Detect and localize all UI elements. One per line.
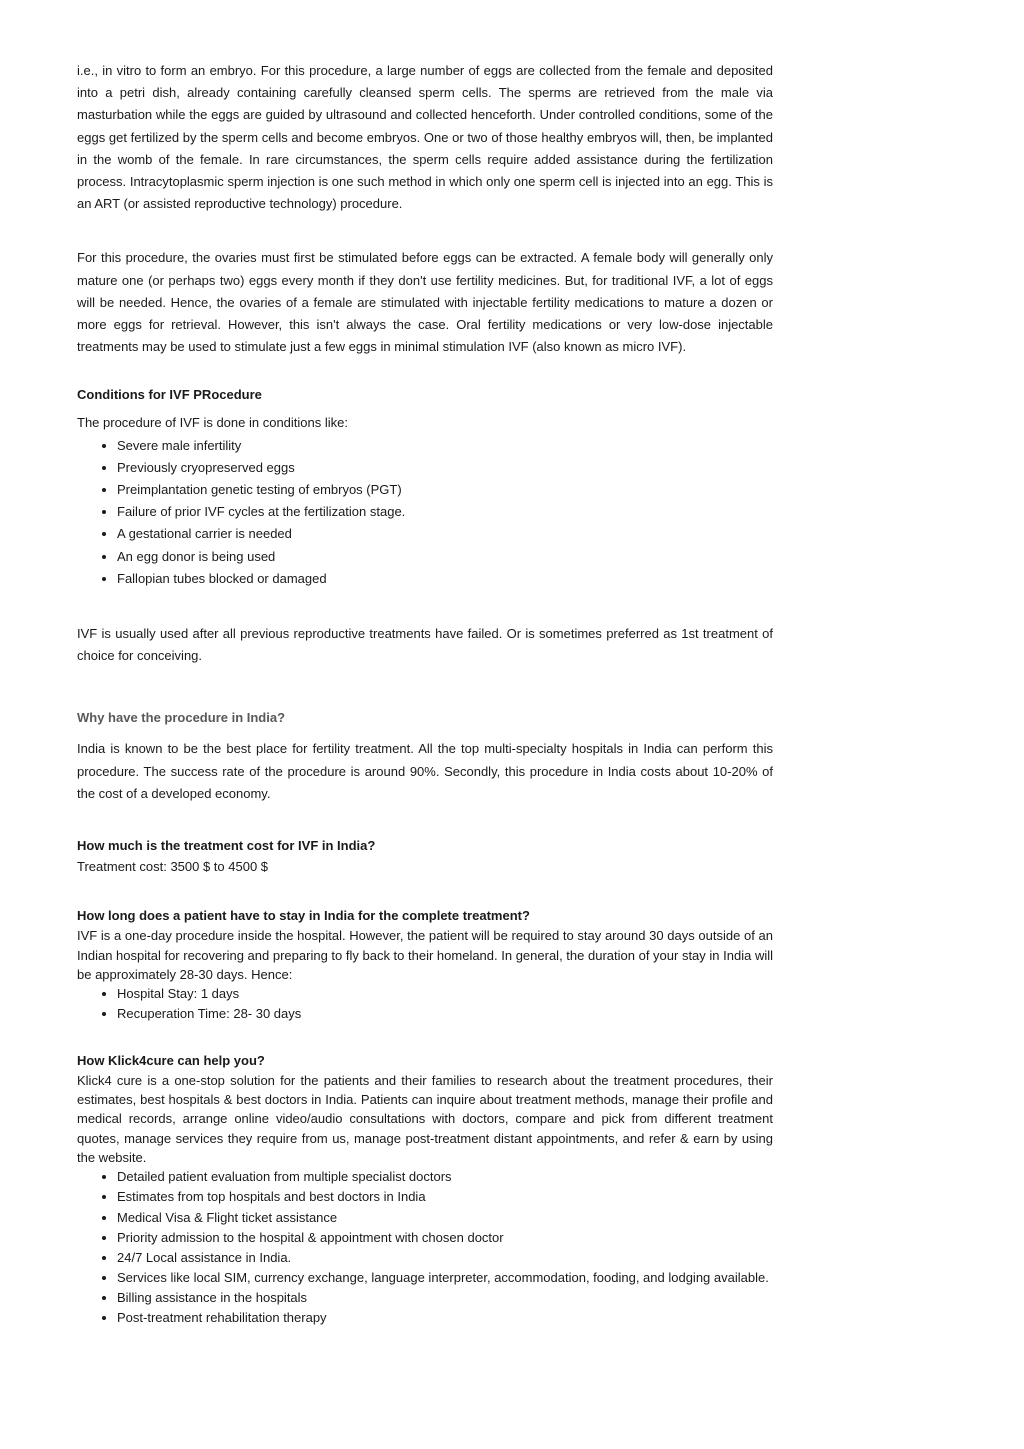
- list-item: • Estimates from top hospitals and best doctors in India: [117, 1187, 773, 1207]
- list-item: • Post-treatment rehabilitation therapy: [117, 1308, 773, 1328]
- document-page: [77, 60, 773, 1328]
- klick-heading: How Klick4cure can help you?: [77, 1052, 265, 1068]
- list-item: • Fallopian tubes blocked or damaged: [117, 568, 773, 590]
- klick-list: [77, 1167, 773, 1328]
- klick-text: Klick4 cure is a one-stop solution for the patients and their families to research about the treatment procedures, their estimates, best hospitals & best doctors in India. Patients can inquire about treatment methods, manage their profile and medical records, arrange online video/audio consultations with doctors, compare and pick from different treatment quotes, manage services they require from us, manage post-treatment distant appointments, and refer & earn by using the website.: [77, 1072, 773, 1165]
- stay-heading: How long does a patient have to stay in India for the complete treatment?: [77, 908, 530, 924]
- list-item: • Billing assistance in the hospitals: [117, 1288, 773, 1308]
- list-item: • Medical Visa & Flight ticket assistance: [117, 1208, 773, 1228]
- india-heading: Why have the procedure in India?: [77, 710, 286, 726]
- conditions-heading: Conditions for IVF PRocedure: [77, 387, 262, 403]
- list-item: • Detailed patient evaluation from multiple specialist doctors: [117, 1167, 773, 1187]
- list-item: • Priority admission to the hospital & appointment with chosen doctor: [117, 1228, 773, 1248]
- india-text: India is known to be the best place for fertility treatment. All the top multi-specialty hospitals in India can perform this procedure. The success rate of the procedure is around 90%. Secondly, this procedure in India costs about 10-20% of the cost of a developed economy.: [77, 741, 773, 801]
- list-item: • Previously cryopreserved eggs: [117, 457, 773, 479]
- list-item: • A gestational carrier is needed: [117, 523, 773, 545]
- list-item: • Hospital Stay: 1 days: [117, 984, 773, 1004]
- list-item: • Recuperation Time: 28- 30 days: [117, 1004, 773, 1024]
- list-item: • Severe male infertility: [117, 435, 773, 457]
- stay-text: IVF is a one-day procedure inside the hospital. However, the patient will be required to stay around 30 days outside of an Indian hospital for recovering and preparing to fly back to their homeland. In general, the duration of your stay in India will be approximately 28-30 days. Hence:: [77, 928, 773, 982]
- intro-paragraph-1: i.e., in vitro to form an embryo. For this procedure, a large number of eggs are collected from the female and deposited into a petri dish, already containing carefully cleansed sperm cells. The sperms are retrieved from the male via masturbation while the eggs are guided by ultrasound and collected henceforth. Under controlled conditions, some of the eggs get fertilized by the sperm cells and become embryos. One or two of those healthy embryos will, then, be implanted in the womb of the female. In rare circumstances, the sperm cells require added assistance during the fertilization process. Intracytoplasmic sperm injection is one such method in which only one sperm cell is injected into an egg. This is an ART (or assisted reproductive technology) procedure.: [77, 63, 773, 212]
- conditions-outro: IVF is usually used after all previous reproductive treatments have failed. Or is sometimes preferred as 1st treatment of choice for conceiving.: [77, 626, 773, 664]
- cost-text: Treatment cost: 3500 $ to 4500 $: [77, 859, 269, 875]
- intro-paragraph-2: For this procedure, the ovaries must first be stimulated before eggs can be extracted. A female body will generally only mature one (or perhaps two) eggs every month if they don't use fertility medicines. But, for traditional IVF, a lot of eggs will be needed. Hence, the ovaries of a female are stimulated with injectable fertility medications to mature a dozen or more eggs for retrieval. However, this isn't always the case. Oral fertility medications or very low-dose injectable treatments may be used to stimulate just a few eggs in minimal stimulation IVF (also known as micro IVF).: [77, 250, 773, 355]
- cost-heading: How much is the treatment cost for IVF in India?: [77, 838, 376, 854]
- list-item: • 24/7 Local assistance in India.: [117, 1248, 773, 1268]
- conditions-intro: The procedure of IVF is done in conditions like:: [77, 415, 348, 431]
- conditions-list: [77, 435, 773, 590]
- list-item: • Preimplantation genetic testing of embryos (PGT): [117, 479, 773, 501]
- list-item: • Failure of prior IVF cycles at the fertilization stage.: [117, 501, 773, 523]
- stay-list: [77, 984, 773, 1024]
- list-item: • Services like local SIM, currency exchange, language interpreter, accommodation, fooding, and lodging available.: [117, 1268, 773, 1288]
- list-item: • An egg donor is being used: [117, 546, 773, 568]
